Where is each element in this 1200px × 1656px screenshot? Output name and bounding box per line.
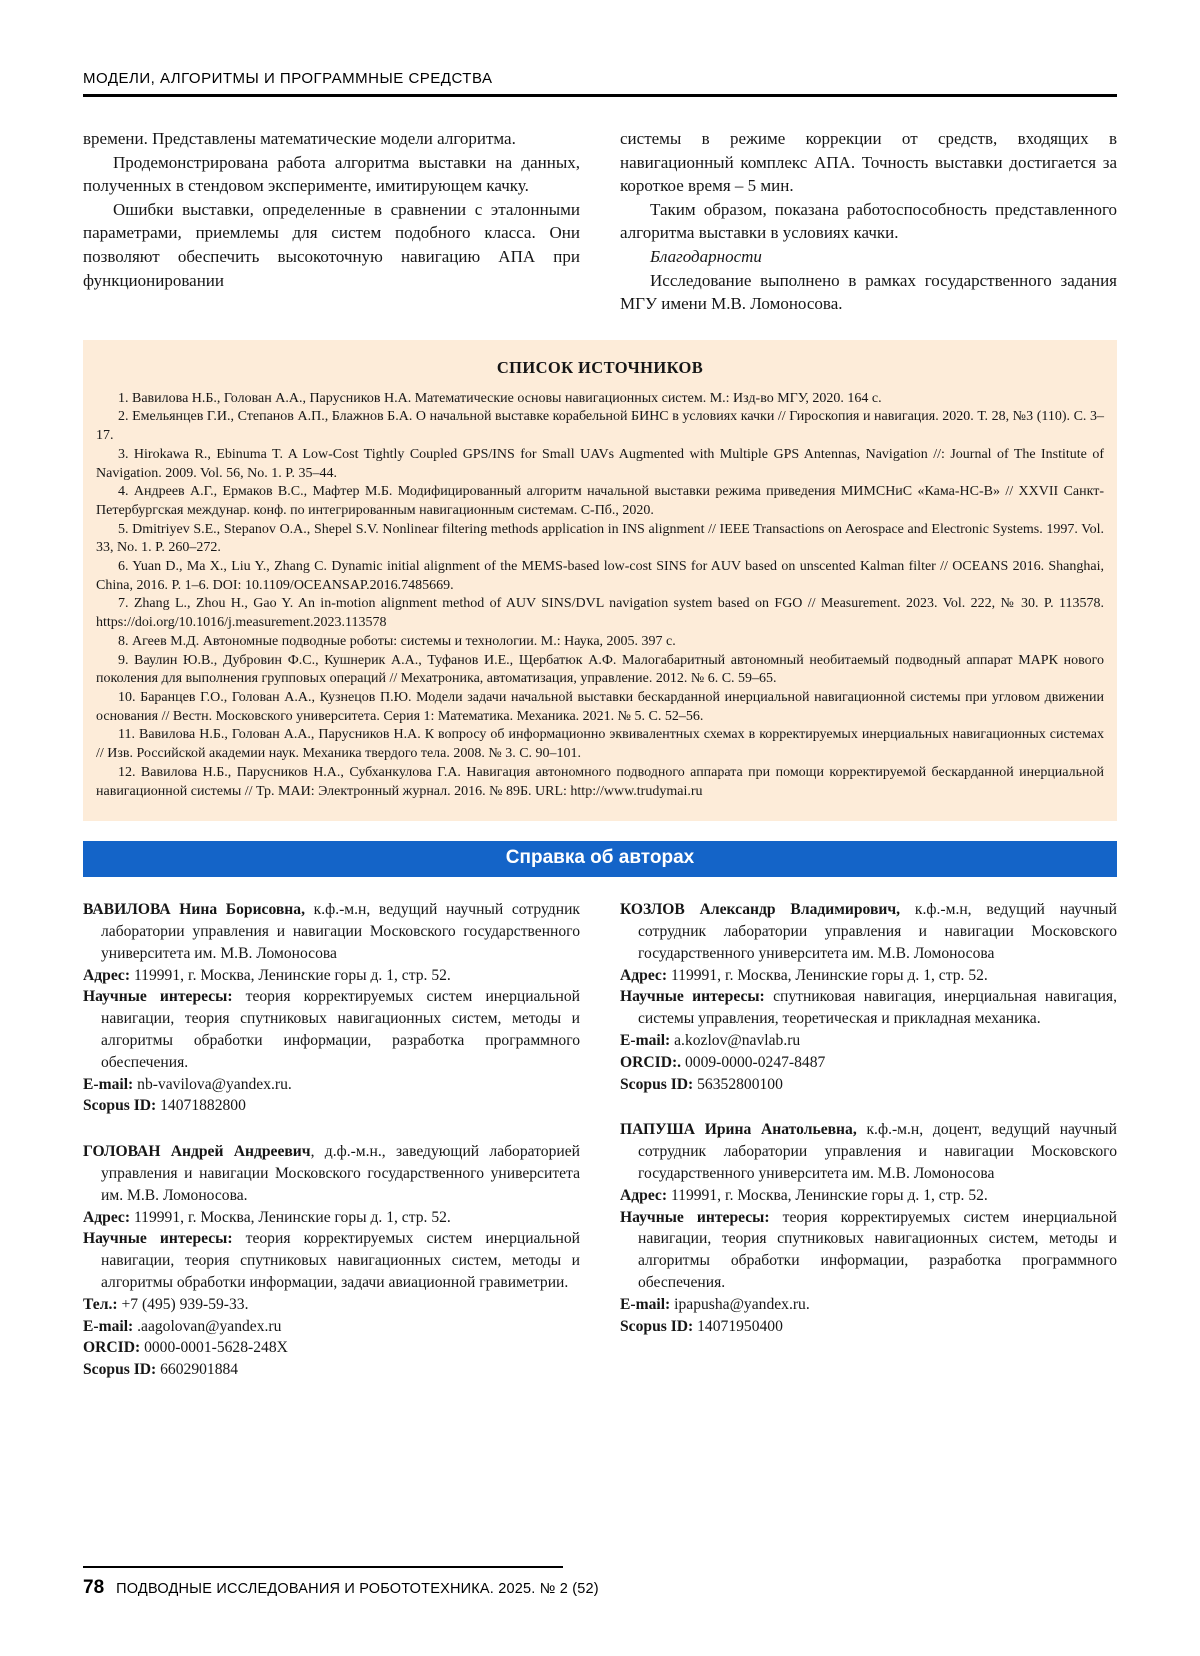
body-paragraph: Исследование выполнено в рамках государственного задания МГУ имени М.В. Ломоносова.: [620, 270, 1117, 314]
author-field-scopus: Scopus ID: 14071950400: [620, 1317, 783, 1335]
author-field-orcid: ORCID: 0000-0001-5628-248X: [83, 1339, 288, 1357]
author-name-line: ГОЛОВАН Андрей Андреевич, д.ф.-м.н., заведующий лабораторией управления и навигации Московского государственного университета им. М.В. Ломоносова.: [83, 1143, 580, 1204]
authors-section: [83, 899, 1117, 1381]
field-label: Адрес:: [83, 966, 134, 984]
footer-line: [83, 1577, 1117, 1599]
body-column-right: [620, 127, 1117, 316]
body-paragraph: Ошибки выставки, определенные в сравнении с эталонными параметрами, приемлемы для систем подобного класса. Они позволяют обеспечить высокоточную навигацию АПА при функционировании: [83, 199, 580, 290]
field-label: Scopus ID:: [83, 1097, 161, 1115]
author-name: ГОЛОВАН Андрей Андреевич: [83, 1143, 311, 1161]
author-field-orcid: ORCID:. 0009-0000-0247-8487: [620, 1053, 826, 1071]
reference-item: 12. Вавилова Н.Б., Парусников Н.А., Субханкулова Г.А. Навигация автономного подводного аппарата при помощи корректируемой бескарданной инерциальной навигационной системы // Тр. МАИ: Электронный журнал. 2016. № 89Б. URL: http://www.trudymai.ru: [96, 764, 1104, 799]
references-box: [83, 340, 1117, 821]
section-header: МОДЕЛИ, АЛГОРИТМЫ И ПРОГРАММНЫЕ СРЕДСТВА: [83, 70, 493, 87]
reference-item: 5. Dmitriyev S.E., Stepanov O.A., Shepel S.V. Nonlinear filtering methods application in INS alignment // IEEE Transactions on Aerospace and Electronic Systems. 1997. Vol. 33, No. 1. P. 260–272.: [96, 521, 1104, 556]
author-field-email: E-mail: .aagolovan@yandex.ru: [83, 1317, 282, 1335]
authors-banner-title: Справка об авторах: [505, 847, 695, 869]
author-field-email: E-mail: nb-vavilova@yandex.ru.: [83, 1075, 292, 1093]
author-entry: [83, 899, 580, 1117]
field-label: Научные интересы:: [83, 988, 246, 1006]
field-label: Scopus ID:: [83, 1361, 161, 1379]
body-paragraph: системы в режиме коррекции от средств, входящих в навигационный комплекс АПА. Точность выставки достигается за короткое время – 5 мин.: [620, 129, 1117, 196]
field-label: Научные интересы:: [620, 988, 774, 1006]
reference-item: 3. Hirokawa R., Ebinuma T. A Low-Cost Tightly Coupled GPS/INS for Small UAVs Augmented with Multiple GPS Antennas, Navigation //: Journal of The Institute of Navigation. 2009. Vol. 56, No. 1. P. 35–44.: [96, 446, 1104, 481]
field-label: E-mail:: [620, 1295, 675, 1313]
references-list: [96, 390, 1104, 801]
author-entry: [620, 1119, 1117, 1337]
reference-item: 10. Баранцев Г.О., Голован А.А., Кузнецов П.Ю. Модели задачи начальной выставки бескарданной инерциальной навигационной системы при угловом движении основания // Вестн. Московского университета. Серия 1: Математика. Механика. 2021. № 5. С. 52–56.: [96, 690, 1104, 724]
author-field-email: E-mail: a.kozlov@navlab.ru: [620, 1032, 801, 1049]
authors-column-right: [620, 899, 1117, 1381]
body-paragraph: Продемонстрирована работа алгоритма выставки на данных, полученных в стендовом эксперименте, имитирующем качку.: [83, 152, 580, 196]
field-label: Тел.:: [83, 1295, 122, 1313]
subheading: Благодарности: [650, 246, 762, 266]
footer-rule: [83, 1566, 563, 1568]
field-label: E-mail:: [83, 1075, 138, 1093]
reference-item: 9. Ваулин Ю.В., Дубровин Ф.С., Кушнерик А.А., Туфанов И.Е., Щербатюк А.Ф. Малогабаритный автономный необитаемый подводный аппарат МАРК нового поколения для выполнения групповых операций // Мехатроника, автоматизация, управление. 2012. № 6. С. 59–65.: [96, 652, 1104, 687]
page-footer: [83, 1566, 1117, 1599]
field-label: Адрес:: [620, 966, 671, 984]
author-field-address: Адрес: 119991, г. Москва, Ленинские горы д. 1, стр. 52.: [620, 966, 988, 984]
references-title: СПИСОК ИСТОЧНИКОВ: [496, 357, 704, 377]
author-field-address: Адрес: 119991, г. Москва, Ленинские горы д. 1, стр. 52.: [620, 1186, 988, 1204]
field-label: Научные интересы:: [620, 1208, 783, 1226]
authors-column-left: [83, 899, 580, 1381]
author-field-scopus: Scopus ID: 6602901884: [83, 1361, 239, 1379]
author-name-line: ВАВИЛОВА Нина Борисовна, к.ф.-м.н, ведущий научный сотрудник лаборатории управления и навигации Московского государственного университета им. М.В. Ломоносова: [83, 901, 580, 962]
author-name: КОЗЛОВ Александр Владимирович,: [620, 901, 901, 919]
field-label: Научные интересы:: [83, 1230, 246, 1248]
body-column-left: [83, 127, 580, 316]
article-body: [83, 127, 1117, 316]
reference-item: 7. Zhang L., Zhou H., Gao Y. An in-motion alignment method of AUV SINS/DVL navigation system based on FGO // Measurement. 2023. Vol. 222, № 30. P. 113578. https://doi.org/10.1016/j.measurement.2023.113578: [96, 596, 1104, 631]
author-entry: [83, 1141, 580, 1381]
body-paragraph: времени. Представлены математические модели алгоритма.: [83, 129, 516, 148]
author-field-address: Адрес: 119991, г. Москва, Ленинские горы д. 1, стр. 52.: [83, 1208, 451, 1226]
author-field-scopus: Scopus ID: 14071882800: [83, 1097, 246, 1115]
field-label: Scopus ID:: [620, 1317, 698, 1335]
reference-item: 4. Андреев А.Г., Ермаков В.С., Мафтер М.Б. Модифицированный алгоритм начальной выставки режима приведения МИМСНиС «Кама-НС-В» // XXVII Санкт-Петербургская междунар. конф. по интегрированным навигационным системам. С-Пб., 2020.: [96, 484, 1104, 518]
author-name: ПАПУША Ирина Анатольевна,: [620, 1121, 857, 1139]
author-field-interests: Научные интересы: теория корректируемых систем инерциальной навигации, теория спутниковых навигационных систем, методы и алгоритмы обработки информации, разработка программного обеспечения.: [83, 988, 580, 1071]
author-field-interests: Научные интересы: теория корректируемых систем инерциальной навигации, теория спутниковых навигационных систем, методы и алгоритмы обработки информации, разработка программного обеспечения.: [620, 1208, 1117, 1291]
field-label: E-mail:: [83, 1317, 138, 1335]
field-label: Scopus ID:: [620, 1075, 698, 1093]
reference-item: 8. Агеев М.Д. Автономные подводные роботы: системы и технологии. М.: Наука, 2005. 397 с.: [118, 633, 676, 649]
header-rule: [83, 94, 1117, 97]
author-field-interests: Научные интересы: теория корректируемых систем инерциальной навигации, теория спутниковых навигационных систем, методы и алгоритмы обработки информации, задачи авиационной гравиметрии.: [83, 1230, 580, 1291]
author-field-interests: Научные интересы: спутниковая навигация, инерциальная навигация, системы управления, теоретическая и прикладная механика.: [620, 988, 1117, 1028]
authors-banner: [83, 841, 1117, 877]
author-name: ВАВИЛОВА Нина Борисовна,: [83, 901, 305, 919]
author-field-phone: Тел.: +7 (495) 939-59-33.: [83, 1295, 249, 1313]
author-name-line: КОЗЛОВ Александр Владимирович, к.ф.-м.н, ведущий научный сотрудник лаборатории управления и навигации Московского государственного университета им. М.В. Ломоносова: [620, 901, 1117, 962]
reference-item: 6. Yuan D., Ma X., Liu Y., Zhang C. Dynamic initial alignment of the MEMS-based low-cost SINS for AUV based on unscented Kalman filter // OCEANS 2016. Shanghai, China, 2016. P. 1–6. DOI: 10.1109/OCEANSAP.2016.7485669.: [96, 559, 1104, 593]
body-paragraph: Таким образом, показана работоспособность представленного алгоритма выставки в условиях качки.: [620, 199, 1117, 243]
field-label: E-mail:: [620, 1032, 675, 1049]
author-field-address: Адрес: 119991, г. Москва, Ленинские горы д. 1, стр. 52.: [83, 966, 451, 984]
page-number: 78: [83, 1577, 105, 1598]
author-field-email: E-mail: ipapusha@yandex.ru.: [620, 1295, 810, 1313]
author-field-scopus: Scopus ID: 56352800100: [620, 1075, 783, 1093]
field-label: Адрес:: [620, 1186, 671, 1204]
running-head: [83, 70, 1117, 97]
journal-title: ПОДВОДНЫЕ ИССЛЕДОВАНИЯ И РОБОТОТЕХНИКА. 2025. № 2 (52): [116, 1581, 599, 1597]
field-label: ORCID:: [83, 1339, 145, 1357]
author-entry: [620, 899, 1117, 1095]
author-name-line: ПАПУША Ирина Анатольевна, к.ф.-м.н, доцент, ведущий научный сотрудник лаборатории управления и навигации Московского государственного университета им. М.В. Ломоносова: [620, 1121, 1117, 1182]
field-label: Адрес:: [83, 1208, 134, 1226]
field-label: ORCID:.: [620, 1053, 685, 1071]
reference-item: 1. Вавилова Н.Б., Голован А.А., Парусников Н.А. Математические основы навигационных систем. М.: Изд-во МГУ, 2020. 164 с.: [118, 390, 882, 406]
reference-item: 2. Емельянцев Г.И., Степанов А.П., Блажнов Б.А. О начальной выставке корабельной БИНС в условиях качки // Гироскопия и навигация. 2020. Т. 28, №3 (110). С. 3–17.: [96, 409, 1104, 444]
reference-item: 11. Вавилова Н.Б., Голован А.А., Парусников Н.А. К вопросу об информационно эквивалентных схемах в корректируемых инерциальных навигационных системах // Изв. Российской академии наук. Механика твердого тела. 2008. № 3. С. 90–101.: [96, 727, 1104, 762]
